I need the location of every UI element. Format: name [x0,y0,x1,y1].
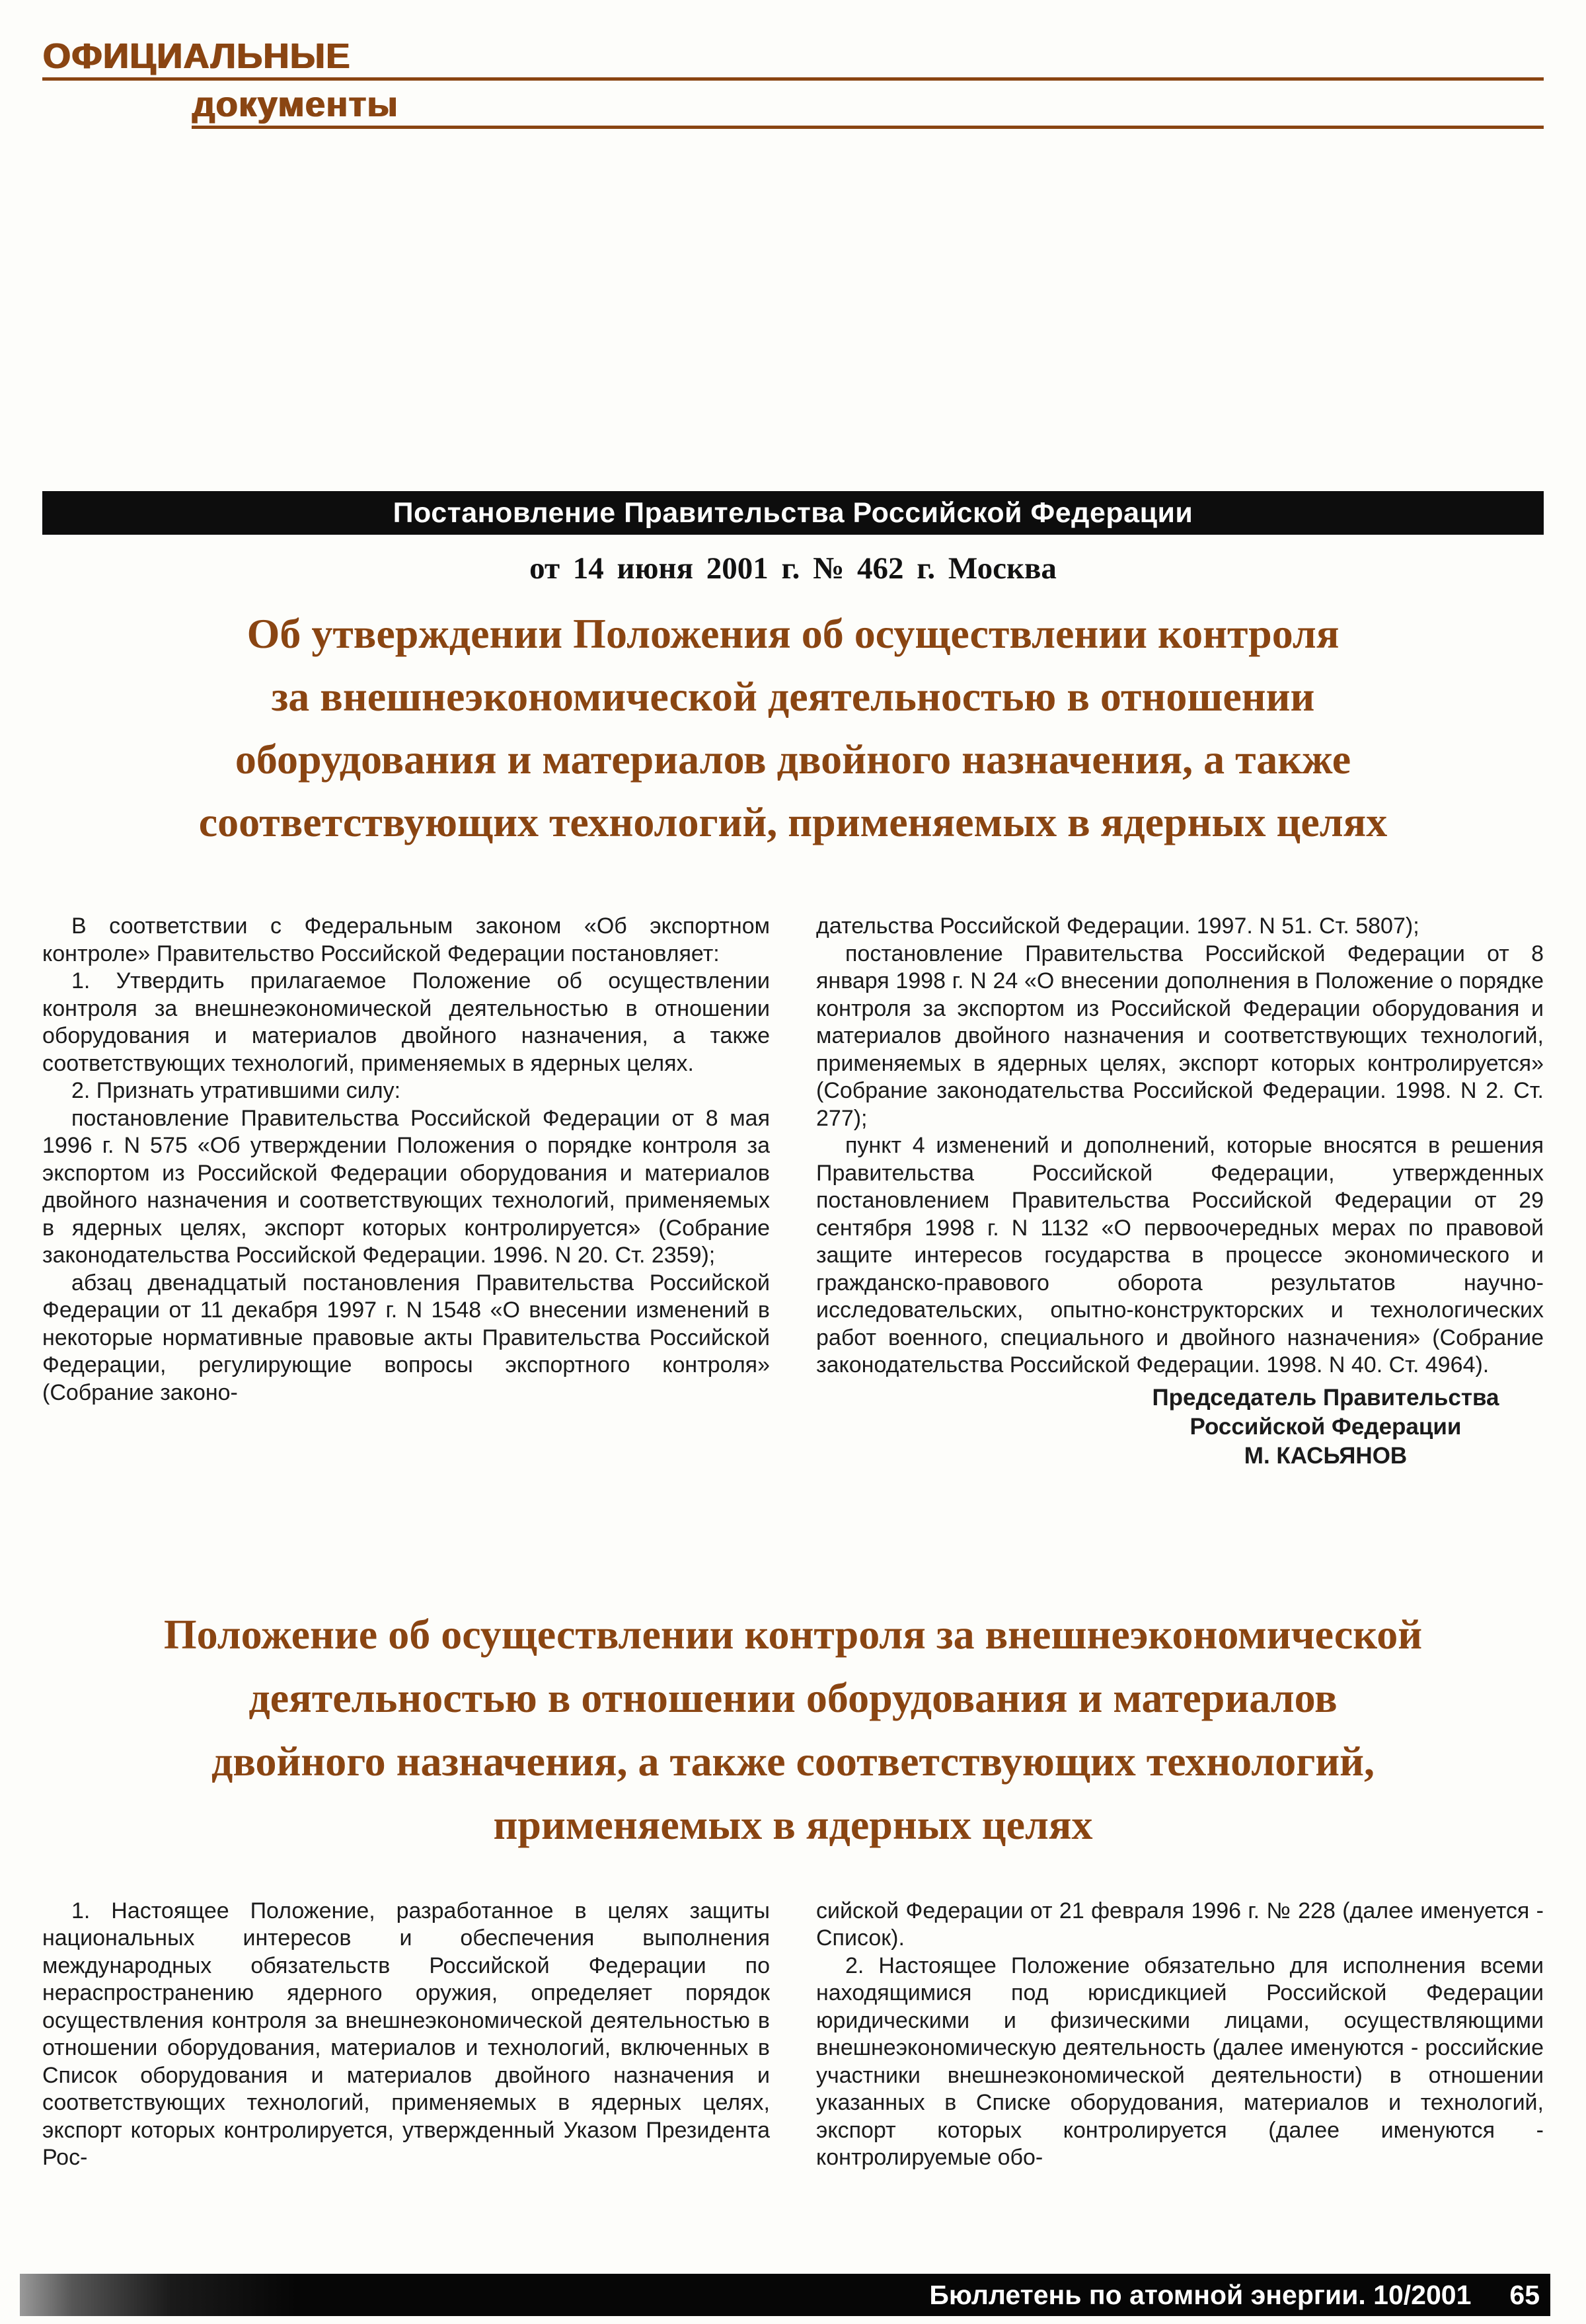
decree-banner [42,491,1544,535]
paragraph: 1. Настоящее Положение, разработанное в целях защиты национальных интересов и обеспечения выполнения международных обязательств Российской Федерации по нераспространению ядерного оружия, определяет порядок осуществления контроля за внешнеэкономической деятельностью в отношении оборудования, материалов и технологий, включенных в Список оборудования и материалов двойного назначения и соответствующих технологий, применяемых в ядерных целях, экспорт которых контролируется, утвержденный Указом Президента Рос- [42,1898,770,2170]
masthead-title: ОФИЦИАЛЬНЫЕ [42,36,350,76]
decree-title-line-3: оборудования и материалов двойного назначения, а также [235,736,1351,783]
decree-title-line-4: соответствующих технологий, применяемых в ядерных целях [198,798,1388,845]
footer-journal-text: Бюллетень по атомной энергии. 10/2001 [929,2279,1472,2310]
paragraph: В соответствии с Федеральным законом «Об экспортном контроле» Правительство Российской Федерации постановляет: [42,913,770,966]
signature-block [1108,1383,1544,1471]
paragraph: 2. Признать утратившими силу: [71,1078,401,1103]
regulation-body-left-column [42,1898,770,2172]
paragraph: абзац двенадцатый постановления Правительства Российской Федерации от 11 декабря 1997 г. N 1548 «О внесении изменений в некоторые нормативные правовые акты Правительства Российской Федерации, регулирующие вопросы экспортного контроля» (Собрание законо- [42,1270,770,1405]
decree-body-right-column [816,913,1544,1471]
paragraph: дательства Российской Федерации. 1997. N 51. Ст. 5807); [816,913,1419,939]
decree-banner-text: Постановление Правительства Российской Федерации [393,496,1193,529]
footer-page-number: 65 [1509,2279,1540,2310]
paragraph: 2. Настоящее Положение обязательно для исполнения всеми находящимися под юрисдикцией Российской Федерации юридическими и физическими лицами, осуществляющими внешнеэкономическую деятельность (далее именуются - российские участники внешнеэкономической деятельности) в отношении указанных в Списке оборудования, материалов и технологий, экспорт которых контролируется (далее именуются - контролируемые обо- [816,1953,1544,2170]
paragraph: сийской Федерации от 21 февраля 1996 г. № 228 (далее именуется - Список). [816,1898,1544,1951]
decree-body-left-column [42,913,770,1471]
signature-role-line-2: Российской Федерации [1190,1413,1462,1440]
signature-name: М. КАСЬЯНОВ [1244,1442,1408,1469]
masthead [42,38,1544,129]
regulation-title-line-1: Положение об осуществлении контроля за внешнеэкономической [163,1610,1423,1658]
footer-bar [20,2274,1550,2316]
regulation-title-line-2: деятельностью в отношении оборудования и материалов [248,1674,1338,1721]
regulation-title [42,1603,1544,1857]
regulation-body [42,1898,1544,2172]
masthead-line-1 [42,38,1544,81]
paragraph: постановление Правительства Российской Федерации от 8 мая 1996 г. N 575 «Об утверждении Положения о порядке контроля за экспортом из Российской Федерации оборудования и материалов двойного назначения и соответствующих технологий, применяемых в ядерных целях, экспорт которых контролируется» (Собрание законодательства Российской Федерации. 1996. N 20. Ст. 2359); [42,1105,770,1268]
regulation-body-right-column [816,1898,1544,2172]
paragraph: пункт 4 изменений и дополнений, которые вносятся в решения Правительства Российской Федерации, утвержденных постановлением Правительства Российской Федерации от 29 сентября 1998 г. N 1132 «О первоочередных мерах по правовой защите интересов государства в процессе экономического и гражданско-правового оборота результатов научно-исследовательских, опытно-конструкторских и технологических работ военного, специального и двойного назначения» (Собрание законодательства Российской Федерации. 1998. N 40. Ст. 4964). [816,1133,1544,1377]
signature-role-line-1: Председатель Правительства [1152,1384,1499,1411]
decree-title-line-1: Об утверждении Положения об осуществлении контроля [246,610,1340,657]
paragraph: 1. Утвердить прилагаемое Положение об осуществлении контроля за внешнеэкономической деятельностью в отношении оборудования и материалов двойного назначения, а также соответствующих технологий, применяемых в ядерных целях. [42,968,770,1076]
decree-title [42,602,1544,853]
decree-title-line-2: за внешнеэкономической деятельностью в отношении [271,673,1315,720]
decree-body [42,913,1544,1471]
regulation-title-line-4: применяемых в ядерных целях [493,1801,1093,1848]
masthead-line-2 [192,87,1544,129]
regulation-title-line-3: двойного назначения, а также соответствующих технологий, [211,1737,1375,1785]
paragraph: постановление Правительства Российской Федерации от 8 января 1998 г. N 24 «О внесении дополнения в Положение о порядке контроля за экспортом из Российской Федерации оборудования и материалов двойного назначения и соответствующих технологий, применяемых в ядерных целях, экспорт которых контролируется» (Собрание законодательства Российской Федерации. 1998. N 2. Ст. 277); [816,941,1544,1131]
masthead-subtitle: документы [192,85,398,124]
decree-dateline: от 14 июня 2001 г. № 462 г. Москва [529,551,1057,586]
